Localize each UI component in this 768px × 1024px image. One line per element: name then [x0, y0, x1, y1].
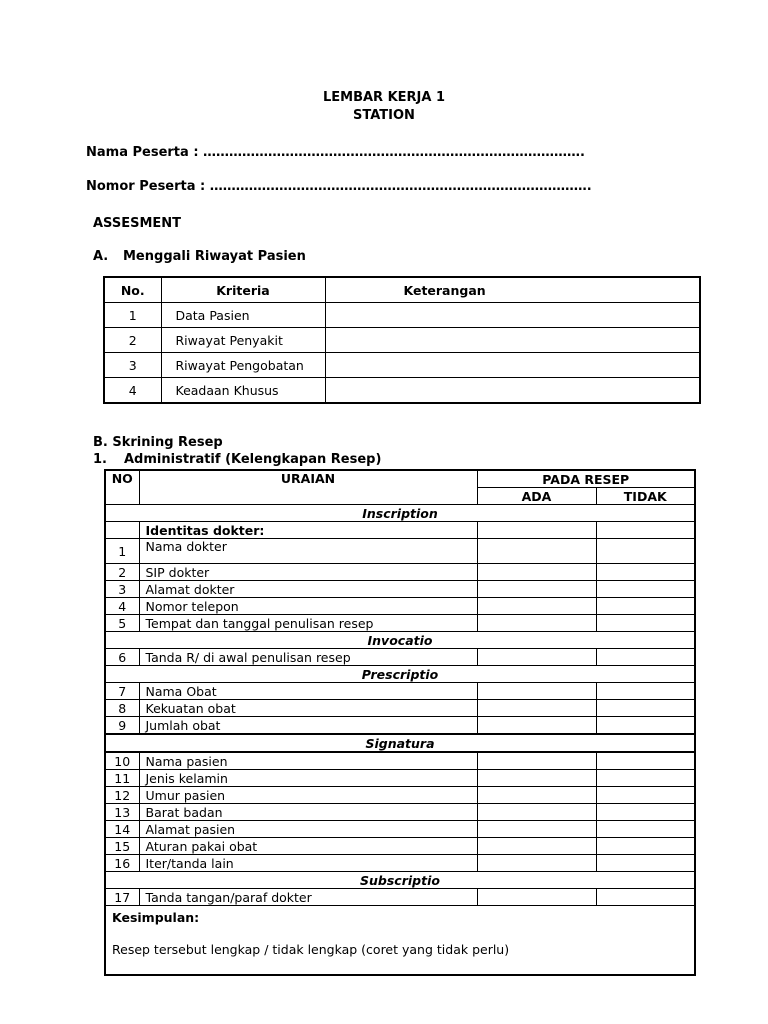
section-row-prescriptio	[105, 666, 695, 683]
row-number: 4	[105, 598, 139, 615]
ada-cell[interactable]	[477, 787, 596, 804]
row-number: 13	[105, 804, 139, 821]
assessment-heading: ASSESMENT	[93, 216, 182, 231]
column-header-no: No.	[104, 277, 161, 303]
row-uraian: Kekuatan obat	[139, 700, 477, 717]
table-row	[105, 598, 695, 615]
table-row	[105, 539, 695, 564]
row-uraian: Nama pasien	[139, 752, 477, 770]
row-uraian: Jenis kelamin	[139, 770, 477, 787]
ada-cell[interactable]	[477, 717, 596, 735]
section-a-letter: A.	[93, 249, 109, 264]
tidak-cell[interactable]	[596, 889, 695, 906]
tidak-cell[interactable]	[596, 752, 695, 770]
table-row	[105, 889, 695, 906]
prescription-screening-table	[104, 469, 696, 976]
section-row-subscriptio	[105, 872, 695, 889]
ada-cell[interactable]	[477, 821, 596, 838]
identitas-dokter-label: Identitas dokter:	[139, 522, 477, 539]
table-row	[105, 649, 695, 666]
row-uraian: Nama dokter	[139, 539, 477, 564]
section-label: Invocatio	[105, 632, 695, 649]
participant-name-line: Nama Peserta : …………………………………………………………………………….	[86, 145, 585, 160]
table-row	[105, 787, 695, 804]
row-uraian: Iter/tanda lain	[139, 855, 477, 872]
row-uraian: Tempat dan tanggal penulisan resep	[139, 615, 477, 632]
column-header-ada: ADA	[477, 488, 596, 505]
conclusion-cell	[105, 906, 695, 976]
section-a-title: Menggali Riwayat Pasien	[123, 249, 306, 264]
row-uraian: Aturan pakai obat	[139, 838, 477, 855]
ada-cell[interactable]	[477, 539, 596, 564]
tidak-cell[interactable]	[596, 770, 695, 787]
table-row	[105, 770, 695, 787]
conclusion-label: Kesimpulan:	[112, 910, 200, 925]
keterangan-cell[interactable]	[325, 328, 700, 353]
row-kriteria: Riwayat Pengobatan	[161, 353, 325, 378]
ada-cell[interactable]	[477, 581, 596, 598]
row-number: 12	[105, 787, 139, 804]
row-number: 1	[104, 303, 161, 328]
row-number: 2	[104, 328, 161, 353]
row-number: 8	[105, 700, 139, 717]
table-row	[104, 303, 700, 328]
section-b-sub-number: 1.	[93, 452, 107, 467]
table-row	[105, 855, 695, 872]
tidak-cell[interactable]	[596, 717, 695, 735]
column-header-tidak: TIDAK	[596, 488, 695, 505]
tidak-cell[interactable]	[596, 804, 695, 821]
row-number: 4	[104, 378, 161, 404]
tidak-cell[interactable]	[596, 564, 695, 581]
row-number: 17	[105, 889, 139, 906]
table-row	[105, 615, 695, 632]
keterangan-cell[interactable]	[325, 378, 700, 404]
row-uraian: Tanda R/ di awal penulisan resep	[139, 649, 477, 666]
table-row	[105, 581, 695, 598]
tidak-cell[interactable]	[596, 522, 695, 539]
section-label: Prescriptio	[105, 666, 695, 683]
table-row	[104, 328, 700, 353]
section-b-title: B. Skrining Resep	[93, 435, 223, 450]
row-number: 16	[105, 855, 139, 872]
row-number: 14	[105, 821, 139, 838]
section-label: Subscriptio	[105, 872, 695, 889]
row-uraian: Alamat dokter	[139, 581, 477, 598]
section-row-inscription	[105, 505, 695, 522]
section-label: Signatura	[105, 734, 695, 752]
row-kriteria: Data Pasien	[161, 303, 325, 328]
row-uraian: Nomor telepon	[139, 598, 477, 615]
tidak-cell[interactable]	[596, 581, 695, 598]
tidak-cell[interactable]	[596, 598, 695, 615]
row-number: 1	[105, 539, 139, 564]
table-header-row	[104, 277, 700, 303]
table-row	[105, 717, 695, 735]
tidak-cell[interactable]	[596, 855, 695, 872]
tidak-cell[interactable]	[596, 539, 695, 564]
ada-cell[interactable]	[477, 804, 596, 821]
column-header-uraian: URAIAN	[139, 470, 477, 505]
patient-history-table	[103, 276, 701, 404]
table-row	[105, 700, 695, 717]
empty-cell	[105, 522, 139, 539]
ada-cell[interactable]	[477, 855, 596, 872]
column-header-kriteria: Kriteria	[161, 277, 325, 303]
row-kriteria: Riwayat Penyakit	[161, 328, 325, 353]
worksheet-subtitle: STATION	[353, 108, 415, 123]
keterangan-cell[interactable]	[325, 303, 700, 328]
keterangan-cell[interactable]	[325, 353, 700, 378]
subheader-row	[105, 522, 695, 539]
row-kriteria: Keadaan Khusus	[161, 378, 325, 404]
tidak-cell[interactable]	[596, 700, 695, 717]
tidak-cell[interactable]	[596, 838, 695, 855]
row-number: 9	[105, 717, 139, 735]
section-row-invocatio	[105, 632, 695, 649]
ada-cell[interactable]	[477, 564, 596, 581]
row-number: 3	[104, 353, 161, 378]
column-header-keterangan: Keterangan	[325, 277, 700, 303]
section-b-sub-title: Administratif (Kelengkapan Resep)	[124, 452, 382, 467]
column-header-no: NO	[105, 470, 139, 505]
row-uraian: Tanda tangan/paraf dokter	[139, 889, 477, 906]
tidak-cell[interactable]	[596, 787, 695, 804]
row-uraian: Jumlah obat	[139, 717, 477, 735]
row-number: 10	[105, 752, 139, 770]
table-row	[104, 353, 700, 378]
table-row	[105, 683, 695, 700]
ada-cell[interactable]	[477, 615, 596, 632]
ada-cell[interactable]	[477, 889, 596, 906]
tidak-cell[interactable]	[596, 683, 695, 700]
table-header-row	[105, 470, 695, 488]
tidak-cell[interactable]	[596, 821, 695, 838]
table-row	[105, 804, 695, 821]
row-uraian: SIP dokter	[139, 564, 477, 581]
table-row	[104, 378, 700, 404]
row-number: 6	[105, 649, 139, 666]
conclusion-text[interactable]: Resep tersebut lengkap / tidak lengkap (coret yang tidak perlu)	[112, 942, 510, 957]
ada-cell[interactable]	[477, 752, 596, 770]
table-row	[105, 838, 695, 855]
ada-cell[interactable]	[477, 770, 596, 787]
section-row-signatura	[105, 734, 695, 752]
ada-cell[interactable]	[477, 598, 596, 615]
row-uraian: Alamat pasien	[139, 821, 477, 838]
table-row	[105, 752, 695, 770]
tidak-cell[interactable]	[596, 649, 695, 666]
table-row	[105, 821, 695, 838]
tidak-cell[interactable]	[596, 615, 695, 632]
ada-cell[interactable]	[477, 838, 596, 855]
table-row	[105, 564, 695, 581]
row-number: 5	[105, 615, 139, 632]
ada-cell[interactable]	[477, 522, 596, 539]
worksheet-title: LEMBAR KERJA 1	[322, 90, 446, 105]
ada-cell[interactable]	[477, 649, 596, 666]
section-label: Inscription	[105, 505, 695, 522]
row-number: 7	[105, 683, 139, 700]
row-uraian: Umur pasien	[139, 787, 477, 804]
conclusion-row	[105, 906, 695, 976]
ada-cell[interactable]	[477, 700, 596, 717]
ada-cell[interactable]	[477, 683, 596, 700]
participant-number-line: Nomor Peserta : …………………………………………………………………………….	[86, 179, 592, 194]
column-header-pada-resep: PADA RESEP	[477, 470, 695, 488]
row-number: 3	[105, 581, 139, 598]
row-number: 2	[105, 564, 139, 581]
row-number: 15	[105, 838, 139, 855]
row-uraian: Barat badan	[139, 804, 477, 821]
row-number: 11	[105, 770, 139, 787]
row-uraian: Nama Obat	[139, 683, 477, 700]
